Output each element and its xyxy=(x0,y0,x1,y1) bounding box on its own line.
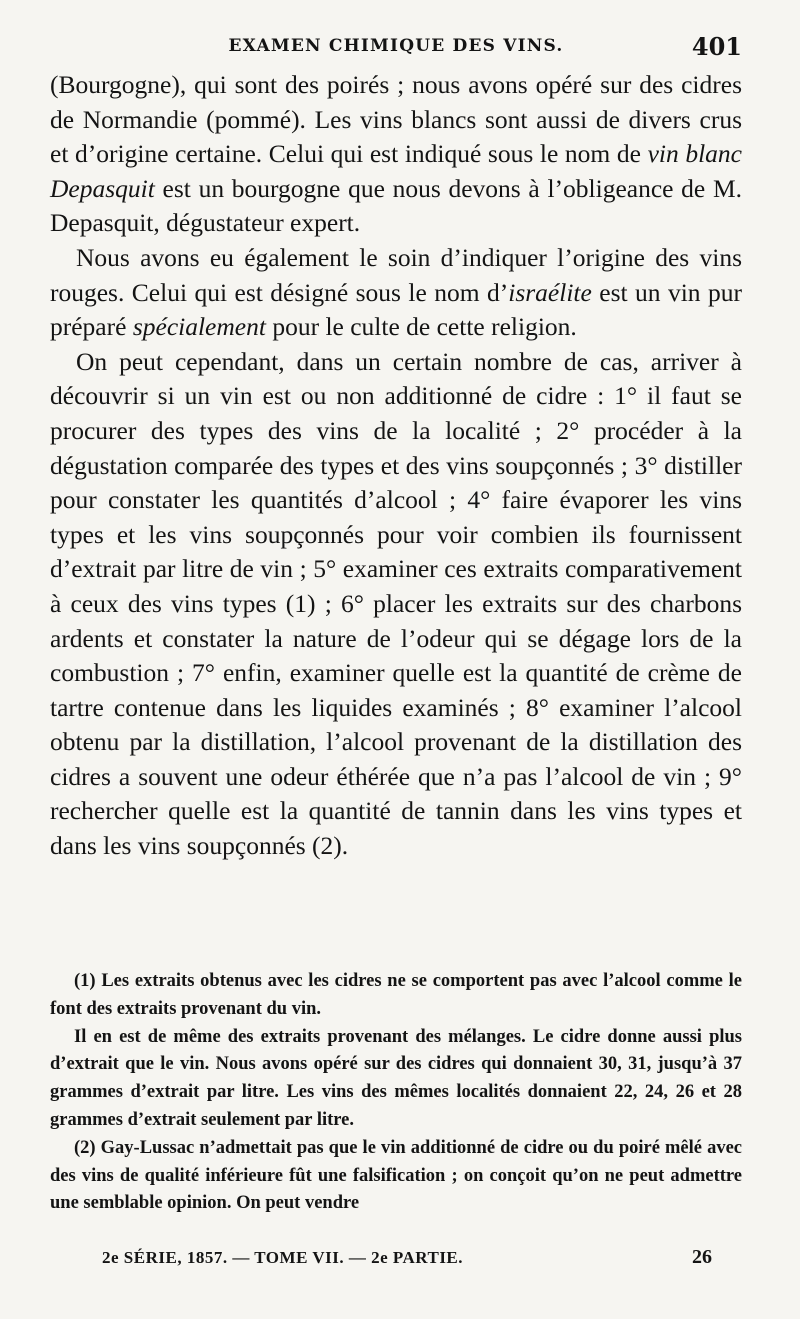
italic-term-vin-blanc: vin blanc Depasquit xyxy=(50,139,742,203)
page-number: 401 xyxy=(691,32,742,61)
paragraph-1 xyxy=(50,68,742,241)
italic-term-israelite: israélite xyxy=(508,277,592,307)
page-footer xyxy=(50,1246,742,1276)
footnote-1: (1) Les extraits obtenus avec les cidres ne se comportent pas avec l’alcool comme le font des extraits provenant du vin. xyxy=(50,971,742,1019)
italic-term-specialement: spécialement xyxy=(132,312,266,342)
footnote-2: (2) Gay-Lussac n’admettait pas que le vin additionné de cidre ou du poiré mêlé avec des vins de qualité inférieure fût une falsification ; on conçoit qu’on ne peut admettre une semblable opinion. On peut vendre xyxy=(50,1137,742,1214)
running-head-title: EXAMEN CHIMIQUE DES VINS. xyxy=(228,36,564,56)
printer-signature: 2e SÉRIE, 1857. — TOME VII. — 2e PARTIE. xyxy=(102,1248,464,1267)
paragraph-2-text-c: pour le culte de cette religion. xyxy=(265,312,577,342)
paragraph-1-text-a: (Bourgogne), qui sont des poirés ; nous avons opéré sur des cidres de Normandie (pommé). Les vins blancs sont aussi de divers crus et d’origine certaine. Celui qui est indiqué sous le nom de xyxy=(50,70,742,169)
paragraph-2-text-b: est un vin pur préparé xyxy=(50,277,742,342)
running-head xyxy=(50,32,742,64)
paragraph-2 xyxy=(50,241,742,345)
footnote-1-continued: Il en est de même des extraits provenant des mélanges. Le cidre donne aussi plus d’extrait que le vin. Nous avons opéré sur des cidres qui donnaient 30, 31, jusqu’à 37 grammes d’extrait par litre. Les vins des mêmes localités donnaient 22, 24, 26 et 28 grammes d’extrait seulement par litre. xyxy=(50,1026,742,1130)
footnotes xyxy=(50,968,742,1218)
paragraph-2-text-a: Nous avons eu également le soin d’indiquer l’origine des vins rouges. Celui qui est désigné sous le nom d’ xyxy=(50,242,742,307)
sheet-number: 26 xyxy=(692,1246,712,1268)
paragraph-1-text-b: est un bourgogne que nous devons à l’obligeance de M. Depasquit, dégustateur expert. xyxy=(50,173,742,238)
paragraph-3: On peut cependant, dans un certain nombre de cas, arriver à découvrir si un vin est ou non additionné de cidre : 1° il faut se procurer des types des vins de la localité ; 2° procéder à la dégustation comparée des types et des vins soupçonnés ; 3° distiller pour constater les quantités d’alcool ; 4° faire évaporer les vins types et les vins soupçonnés pour voir combien ils fournissent d’extrait par litre de vin ; 5° examiner ces extraits comparativement à ceux des vins types (1) ; 6° placer les extraits sur des charbons ardents et constater la nature de l’odeur qui se dégage lors de la combustion ; 7° enfin, examiner quelle est la quantité de crème de tartre contenue dans les liquides examinés ; 8° examiner l’alcool obtenu par la distillation, l’alcool provenant de la distillation des cidres a souvent une odeur éthérée que n’a pas l’alcool de vin ; 9° rechercher quelle est la quantité de tannin dans les vins types et dans les vins soupçonnés (2). xyxy=(50,346,742,861)
main-text xyxy=(50,68,742,864)
